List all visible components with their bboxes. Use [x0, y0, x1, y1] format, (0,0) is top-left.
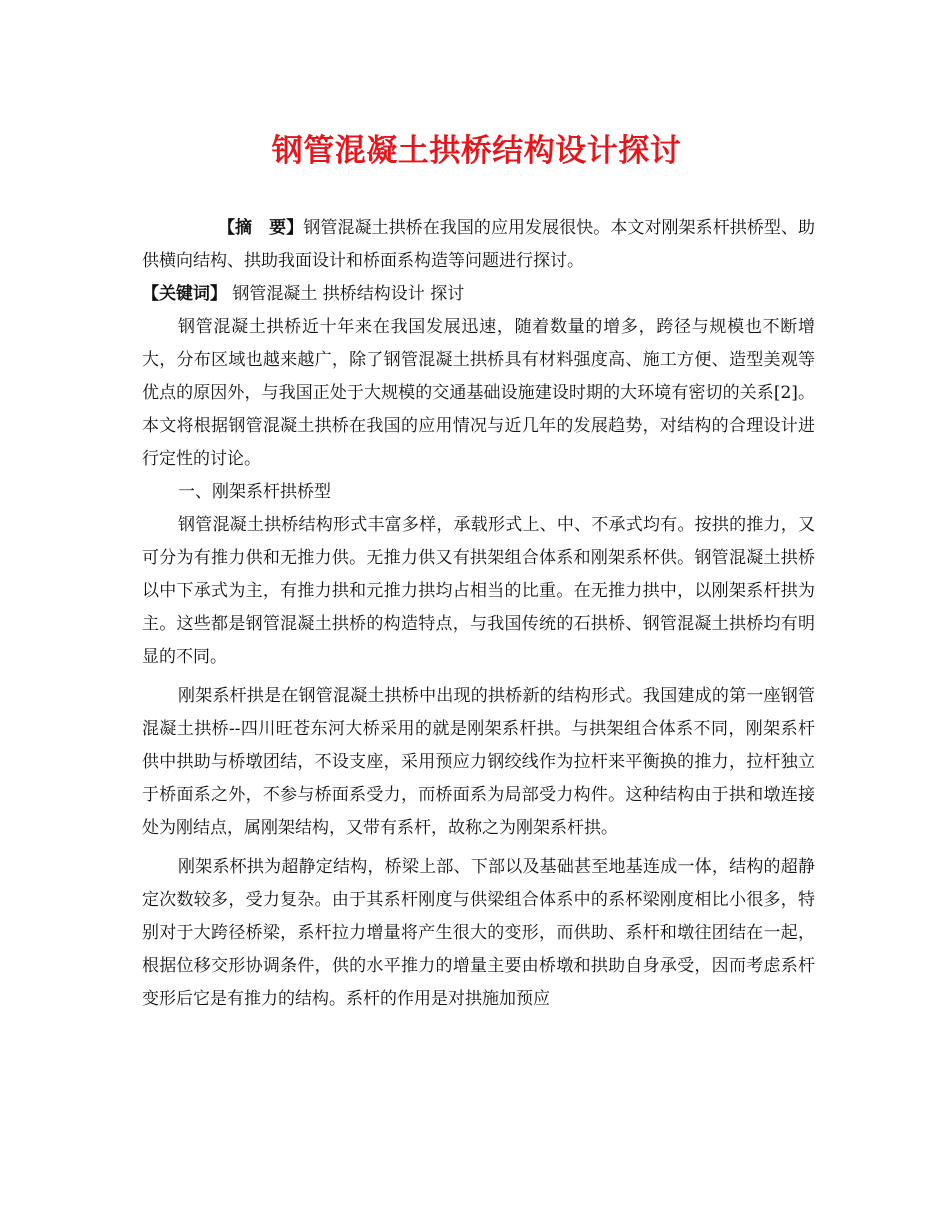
abstract-text: 钢管混凝土拱桥在我国的应用发展很快。本文对刚架系杆拱桥型、助供横向结构、拱助我面设计和桥面系构造等问题进行探讨。: [142, 218, 816, 271]
intro-paragraph: 钢管混凝土拱桥近十年来在我国发展迅速，随着数量的增多，跨径与规模也不断增大，分布区域也越来越广，除了钢管混凝土拱桥具有材料强度高、施工方便、造型美观等优点的原因外，与我国正处于大规模的交通基础设施建设时期的大环境有密切的关系[2]。本文将根据钢管混凝土拱桥在我国的应用情况与近几年的发展趋势，对结构的合理设计进行定性的讨论。: [142, 317, 815, 469]
keywords-label: 【关键词】: [142, 284, 227, 304]
body-paragraph-1: 钢管混凝土拱桥结构形式丰富多样，承载形式上、中、不承式均有。按拱的推力，又可分为有推力供和无推力供。无推力供又有拱架组合体系和刚架系杯供。钢管混凝土拱桥以中下承式为主，有推力拱和元推力拱均占相当的比重。在无推力拱中，以刚架系杆拱为主。这些都是钢管混凝土拱桥的构造特点，与我国传统的石拱桥、钢管混凝土拱桥均有明显的不同。: [142, 515, 815, 667]
keywords-line: [142, 278, 815, 311]
body-paragraph-2: 刚架系杆拱是在钢管混凝土拱桥中出现的拱桥新的结构形式。我国建成的第一座钢管混凝土拱桥--四川旺苍东河大桥采用的就是刚架系杆拱。与拱架组合体系不同，刚架系杆供中拱助与桥墩团结，不设支座，采用预应力钢绞线作为拉杆来平衡换的推力，拉杆独立于桥面系之外，不参与桥面系受力，而桥面系为局部受力构件。这种结构由于拱和墩连接处为刚结点，属刚架结构，又带有系杆，故称之为刚架系杆拱。: [142, 686, 815, 838]
abstract-paragraph: [142, 212, 815, 278]
abstract-label: 【摘 要】: [218, 218, 304, 238]
body-paragraph-3: 刚架系杯拱为超静定结构，桥梁上部、下部以及基础甚至地基连成一体，结构的超静定次数较多，受力复杂。由于其系杆刚度与供梁组合体系中的系杯梁刚度相比小很多，特别对于大跨径桥梁，系杆拉力增量将产生很大的变形，而供助、系杆和墩往团结在一起，根据位移交形协调条件，供的水平推力的增量主要由桥墩和拱助自身承受，因而考虑系杆变形后它是有推力的结构。系杆的作用是对拱施加预应: [142, 857, 815, 1009]
document-title: 钢管混凝土拱桥结构设计探讨: [271, 133, 682, 169]
keywords-text: 钢管混凝土 拱桥结构设计 探讨: [227, 284, 465, 304]
section-heading: 一、刚架系杆拱桥型: [178, 482, 331, 502]
